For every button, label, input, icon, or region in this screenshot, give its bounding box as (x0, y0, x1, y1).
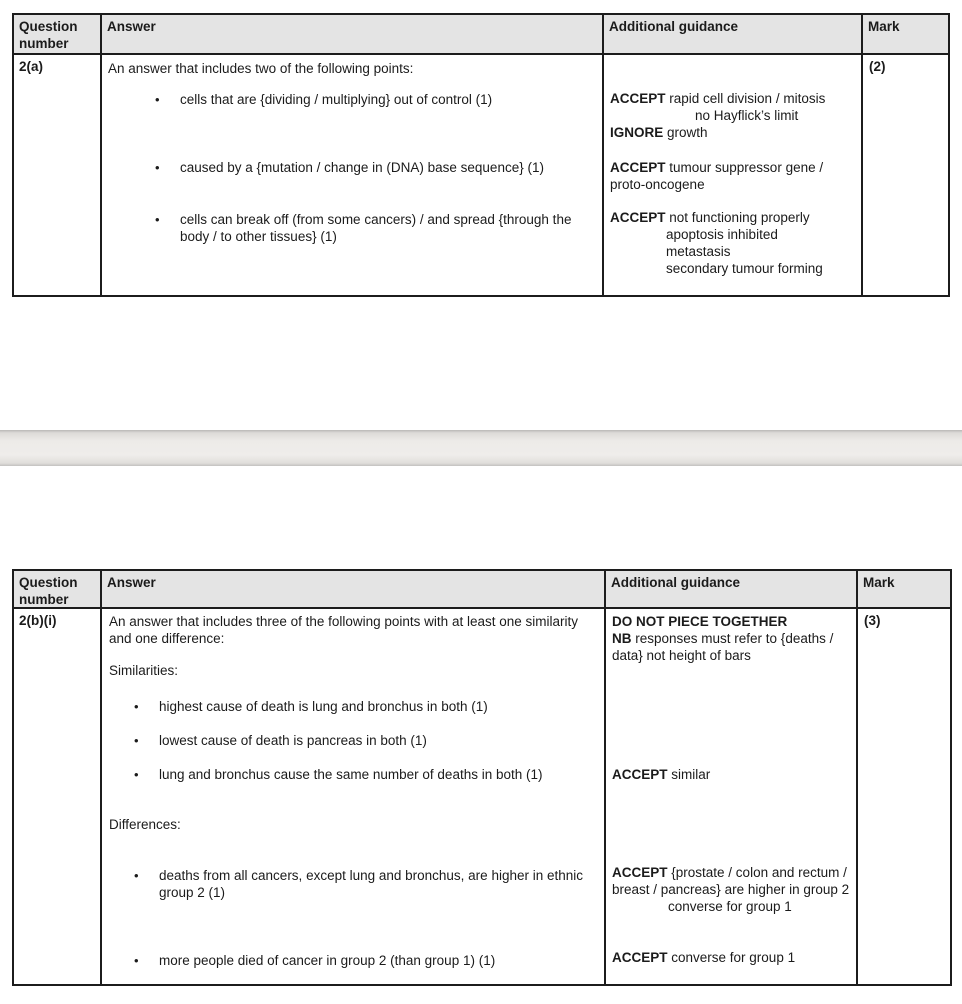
guidance-keyword: ACCEPT (612, 865, 668, 880)
guidance-line (612, 949, 850, 966)
guidance-line: apoptosis inhibited (666, 227, 778, 242)
bullet-text: highest cause of death is lung and bronchus in both (1) (159, 699, 488, 714)
guidance-line (610, 124, 855, 141)
mark-value: (2) (869, 59, 886, 74)
mark-value: (3) (864, 613, 881, 628)
bullet-icon: • (155, 160, 160, 175)
guidance-keyword: ACCEPT (610, 160, 666, 175)
bullet-text: caused by a {mutation / change in (DNA) base sequence} (1) (180, 160, 544, 175)
guidance-keyword: ACCEPT (612, 767, 668, 782)
guidance-line: converse for group 1 (668, 899, 792, 914)
bullet-icon: • (134, 868, 139, 883)
bullet-text: deaths from all cancers, except lung and bronchus, are higher in ethnic group 2 (1) (159, 868, 583, 900)
bullet-text: cells that are {dividing / multiplying} out of control (1) (180, 92, 493, 107)
guidance-line (610, 159, 855, 193)
guidance-block (612, 613, 850, 664)
guidance-text: similar (667, 767, 711, 782)
bullet-icon: • (134, 767, 139, 782)
guidance-line (612, 630, 850, 664)
answer-bullet (134, 698, 598, 715)
bullet-icon: • (155, 92, 160, 107)
answer-bullet (155, 211, 596, 245)
guidance-line: DO NOT PIECE TOGETHER (612, 614, 788, 629)
guidance-cell (604, 55, 863, 295)
bullet-text: more people died of cancer in group 2 (than group 1) (1) (159, 953, 496, 968)
guidance-block (610, 90, 855, 141)
guidance-keyword: ACCEPT (610, 210, 666, 225)
guidance-block (610, 159, 855, 193)
question-number-cell (14, 55, 102, 295)
guidance-line: secondary tumour forming (666, 261, 823, 276)
mark-cell (863, 55, 948, 295)
answer-bullet (134, 766, 598, 783)
header-answer: Answer (102, 571, 606, 609)
question-number-cell (14, 609, 102, 984)
guidance-text: rapid cell division / mitosis (665, 91, 826, 106)
guidance-text: responses must refer to {deaths / data} not height of bars (612, 631, 834, 663)
guidance-line (612, 766, 850, 783)
similarities-label: Similarities: (109, 663, 179, 678)
answer-intro: An answer that includes three of the following points with at least one similarity and one difference: (109, 614, 578, 646)
mark-scheme-table-2bi (12, 569, 952, 986)
guidance-line: metastasis (666, 244, 731, 259)
bullet-text: cells can break off (from some cancers) / and spread {through the body / to other tissues} (1) (180, 212, 572, 244)
bullet-icon: • (134, 953, 139, 968)
bullet-icon: • (134, 699, 139, 714)
mark-cell (858, 609, 950, 984)
guidance-block (610, 209, 855, 277)
guidance-keyword: IGNORE (610, 125, 664, 140)
guidance-block (612, 949, 850, 966)
guidance-line (610, 90, 855, 107)
header-additional-guidance: Additional guidance (606, 571, 858, 609)
guidance-block (612, 864, 850, 915)
answer-bullet (134, 952, 598, 969)
guidance-keyword: NB (612, 631, 632, 646)
answer-bullet (155, 91, 596, 108)
header-answer: Answer (102, 15, 604, 55)
guidance-block (612, 766, 850, 783)
answer-intro: An answer that includes two of the following points: (108, 61, 414, 76)
guidance-line: no Hayflick’s limit (695, 108, 799, 123)
question-number: 2(a) (19, 59, 44, 74)
header-additional-guidance: Additional guidance (604, 15, 863, 55)
bullet-text: lung and bronchus cause the same number of deaths in both (1) (159, 767, 543, 782)
header-question-number: Question number (14, 571, 102, 609)
guidance-line (610, 209, 855, 226)
guidance-keyword: ACCEPT (610, 91, 666, 106)
bullet-icon: • (134, 733, 139, 748)
answer-bullet (134, 867, 598, 901)
mark-scheme-table-2a (12, 13, 950, 297)
guidance-text: not functioning properly (665, 210, 810, 225)
header-mark: Mark (858, 571, 950, 609)
guidance-text: {prostate / colon and rectum / breast / pancreas} are higher in group 2 (612, 865, 850, 897)
guidance-cell (606, 609, 858, 984)
header-question-number: Question number (14, 15, 102, 55)
question-number: 2(b)(i) (19, 613, 57, 628)
answer-bullet (134, 732, 598, 749)
guidance-text: growth (663, 125, 708, 140)
guidance-text: tumour suppressor gene / proto-oncogene (610, 160, 824, 192)
differences-label: Differences: (109, 817, 181, 832)
guidance-keyword: ACCEPT (612, 950, 668, 965)
answer-bullet (155, 159, 596, 176)
header-mark: Mark (863, 15, 948, 55)
bullet-text: lowest cause of death is pancreas in both (1) (159, 733, 427, 748)
answer-cell (102, 55, 604, 295)
guidance-line (612, 864, 850, 898)
page-break-separator (0, 430, 962, 466)
bullet-icon: • (155, 212, 160, 227)
guidance-text: converse for group 1 (667, 950, 796, 965)
answer-cell (102, 609, 606, 984)
